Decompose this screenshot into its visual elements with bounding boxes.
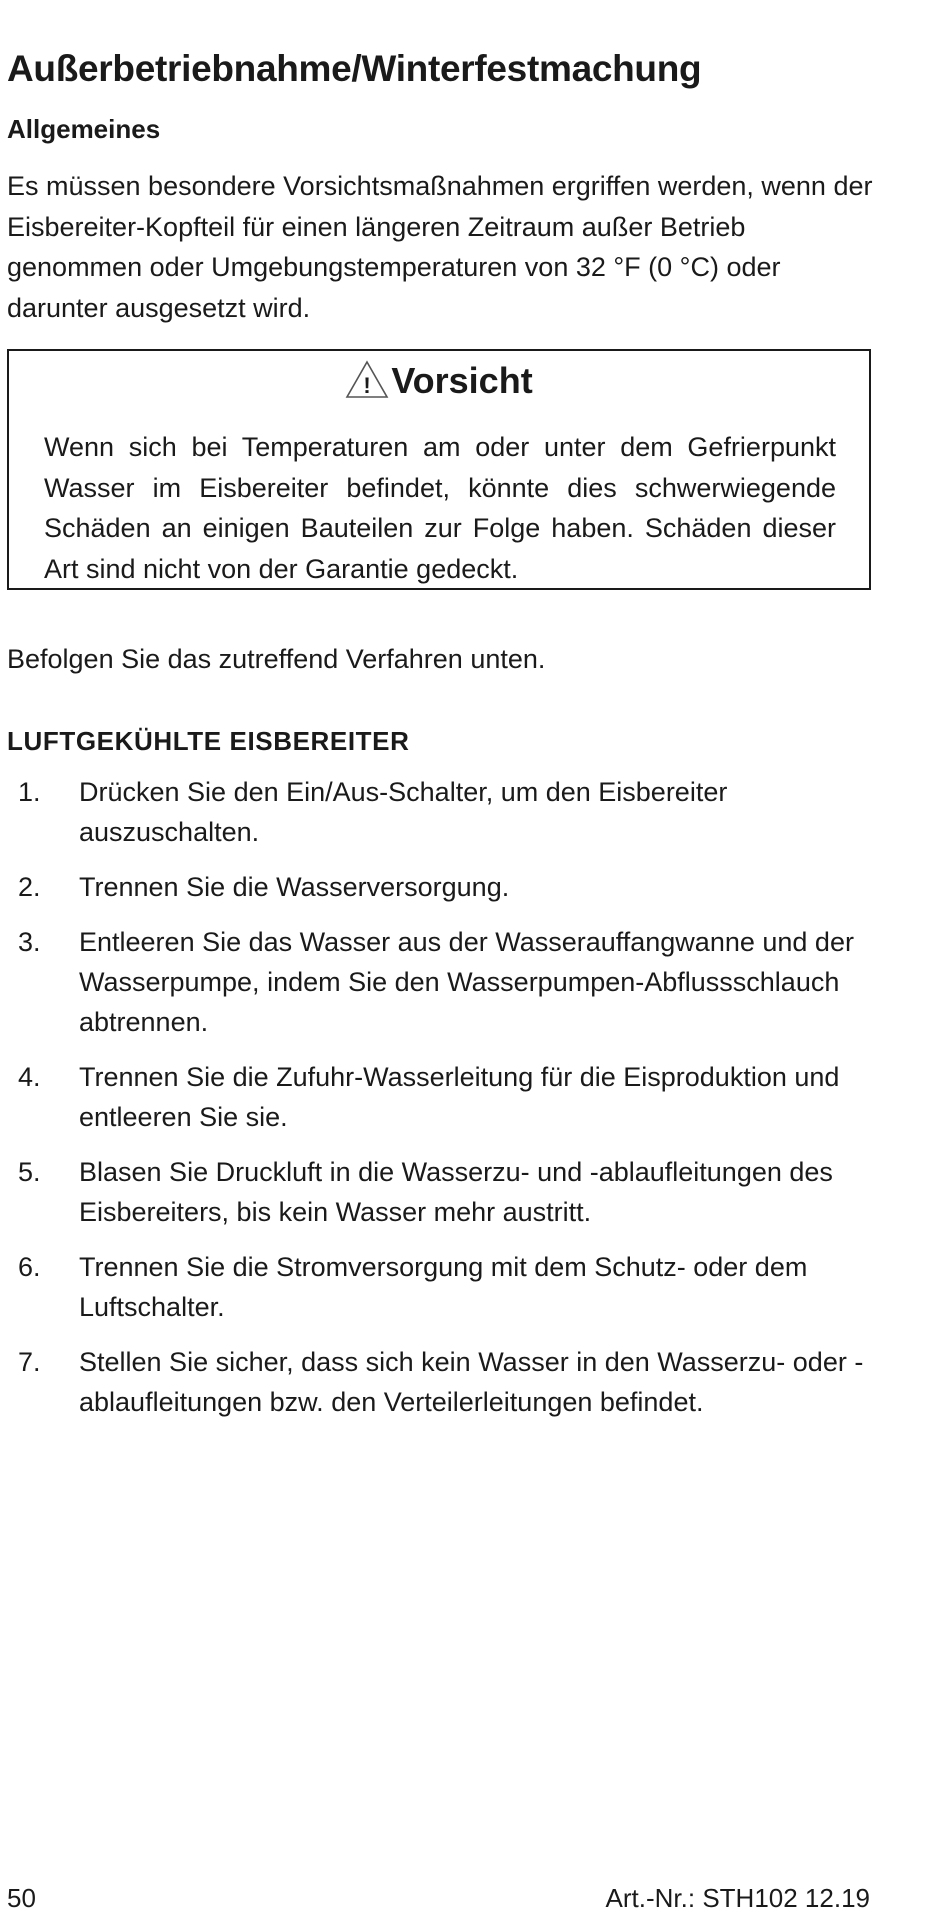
intro-paragraph: Es müssen besondere Vorsichtsmaßnahmen ergriffen werden, wenn der Eisbereiter-Kopfteil für einen längeren Zeitraum außer Betrieb genommen oder Umgebungstemperaturen von 32 °F (0 °C) oder darunter ausgesetzt wird. <box>7 171 873 323</box>
section-heading: LUFTGEKÜHLTE EISBEREITER <box>7 726 410 756</box>
list-item <box>7 1152 887 1232</box>
subheading-general: Allgemeines <box>7 114 161 144</box>
warning-glyph: ! <box>363 373 371 398</box>
step-number: 7. <box>18 1347 41 1377</box>
step-text: Trennen Sie die Zufuhr-Wasserleitung für die Eisproduktion und entleeren Sie sie. <box>79 1062 840 1132</box>
step-text: Entleeren Sie das Wasser aus der Wasserauffangwanne und der Wasserpumpe, indem Sie den Wasserpumpen-Abflussschlauch abtrennen. <box>79 927 854 1037</box>
list-item <box>7 1342 887 1422</box>
step-text: Trennen Sie die Wasserversorgung. <box>79 872 510 902</box>
step-number: 3. <box>18 927 41 957</box>
step-text: Blasen Sie Druckluft in die Wasserzu- und -ablaufleitungen des Eisbereiters, bis kein Wasser mehr austritt. <box>79 1157 833 1227</box>
list-item <box>7 1057 887 1137</box>
page-number: 50 <box>7 1883 36 1913</box>
caution-text: Wenn sich bei Temperaturen am oder unter dem Gefrierpunkt Wasser im Eisbereiter befindet, könnte dies schwerwiegende Schäden an einigen Bauteilen zur Folge haben. Schäden dieser Art sind nicht von der Garantie gedeckt. <box>44 432 836 584</box>
step-number: 2. <box>18 872 41 902</box>
list-item <box>7 867 887 907</box>
step-number: 1. <box>18 777 41 807</box>
step-number: 5. <box>18 1157 41 1187</box>
article-number: Art.-Nr.: STH102 12.19 <box>605 1883 870 1913</box>
page-title: Außerbetriebnahme/Winterfestmachung <box>7 48 702 89</box>
follow-instruction: Befolgen Sie das zutreffend Verfahren unten. <box>7 644 546 674</box>
list-item <box>7 1247 887 1327</box>
list-item <box>7 772 887 852</box>
steps-list <box>7 772 887 1437</box>
step-text: Stellen Sie sicher, dass sich kein Wasser in den Wasserzu- oder -ablaufleitungen bzw. den Verteilerleitungen befindet. <box>79 1347 864 1417</box>
step-number: 4. <box>18 1062 41 1092</box>
caution-box <box>7 349 871 590</box>
caution-heading: Vorsicht <box>391 360 533 401</box>
step-number: 6. <box>18 1252 41 1282</box>
warning-triangle-icon <box>345 359 389 399</box>
list-item <box>7 922 887 1042</box>
step-text: Trennen Sie die Stromversorgung mit dem Schutz- oder dem Luftschalter. <box>79 1252 808 1322</box>
caution-header <box>9 359 869 402</box>
step-text: Drücken Sie den Ein/Aus-Schalter, um den Eisbereiter auszuschalten. <box>79 777 728 847</box>
